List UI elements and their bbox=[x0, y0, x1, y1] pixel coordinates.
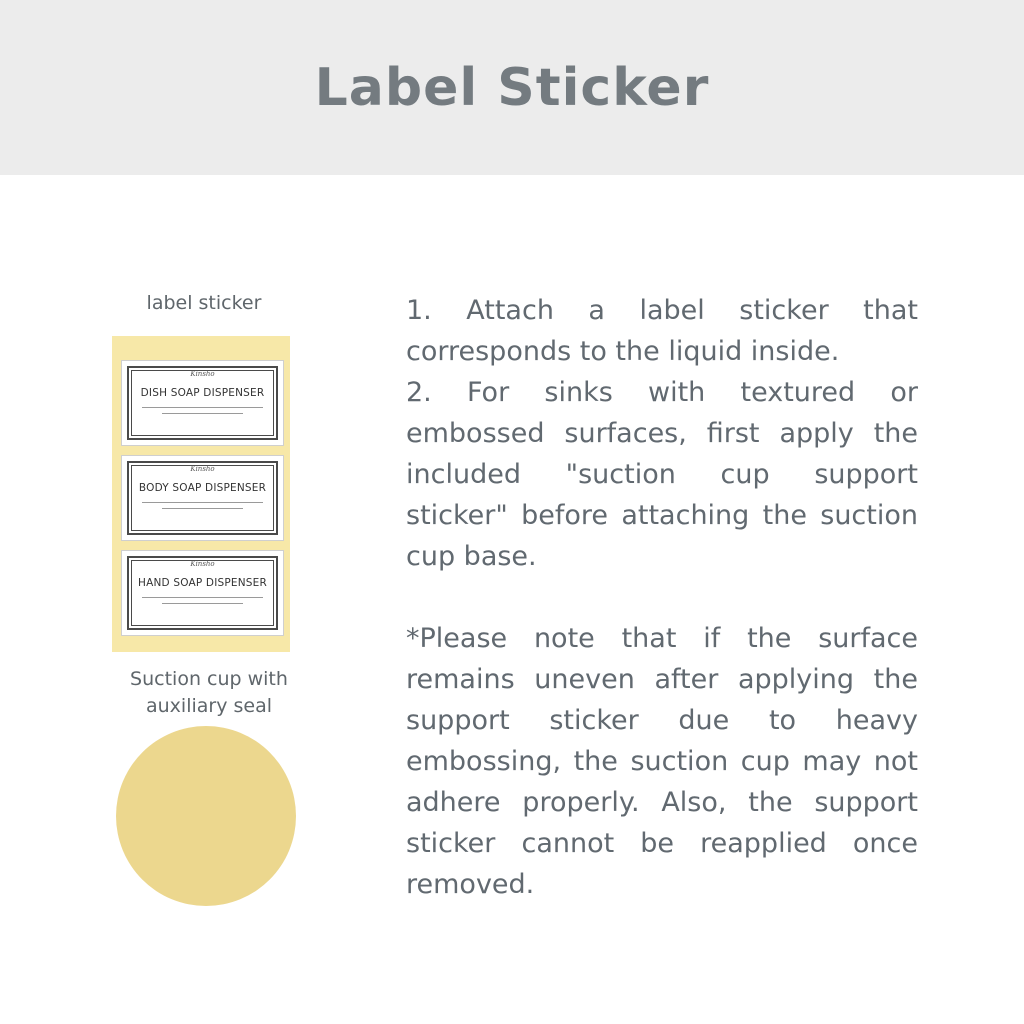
sticker-hand-soap bbox=[121, 550, 284, 636]
sticker-name: HAND SOAP DISPENSER bbox=[137, 577, 267, 589]
fine-print-line bbox=[162, 603, 243, 604]
sticker-name: DISH SOAP DISPENSER bbox=[140, 387, 265, 399]
fine-print-line bbox=[142, 502, 263, 503]
sticker-body-soap bbox=[121, 455, 284, 541]
fine-print-line bbox=[142, 407, 263, 408]
instruction-step-1: 1. Attach a label sticker that corresponds to the liquid inside. bbox=[406, 295, 918, 367]
instruction-step-2: 2. For sinks with textured or embossed surfaces, first apply the included "suction cup support sticker" before attaching the suction cup base. bbox=[406, 377, 918, 572]
fine-print-line bbox=[162, 413, 243, 414]
sticker-brand: Kinsho bbox=[190, 560, 215, 568]
sticker-dish-soap bbox=[121, 360, 284, 446]
page-title: Label Sticker bbox=[314, 58, 710, 118]
label-sticker-caption: label sticker bbox=[146, 292, 262, 314]
paragraph-gap bbox=[406, 577, 918, 618]
sticker-name: BODY SOAP DISPENSER bbox=[138, 482, 267, 494]
sticker-brand: Kinsho bbox=[190, 370, 215, 378]
fine-print-line bbox=[162, 508, 243, 509]
auxiliary-seal-image bbox=[116, 726, 296, 906]
fine-print-line bbox=[142, 597, 263, 598]
sticker-brand: Kinsho bbox=[190, 465, 215, 473]
label-sticker-sheet bbox=[112, 336, 290, 652]
header-banner bbox=[0, 0, 1024, 175]
instructions-text bbox=[406, 290, 918, 905]
instruction-note: *Please note that if the surface remains uneven after applying the support sticker due to heavy embossing, the suction cup may not adhere properly. Also, the support sticker cannot be reapplied once removed. bbox=[406, 623, 918, 900]
suction-cup-caption: Suction cup with auxiliary seal bbox=[130, 668, 288, 717]
